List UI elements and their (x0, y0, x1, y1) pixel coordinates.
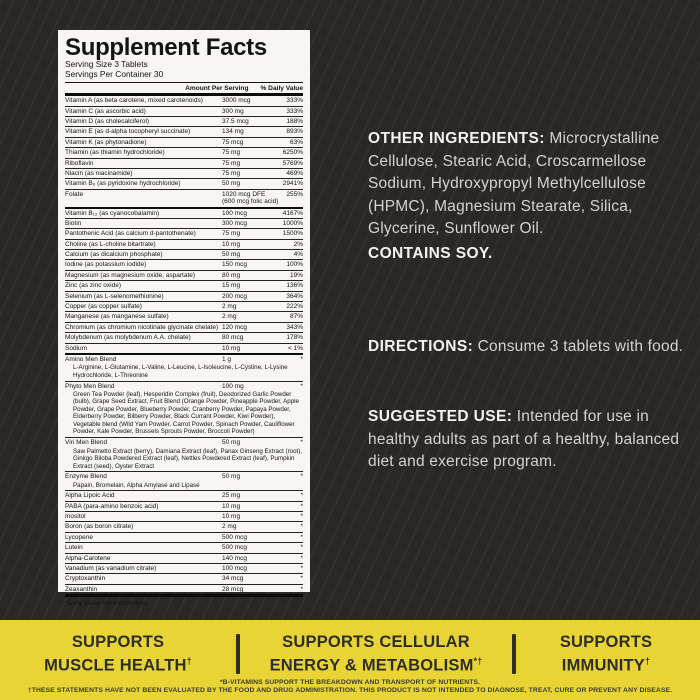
nutrient-row (65, 573, 303, 583)
other-ingredients-text: Microcrystalline Cellulose, Stearic Acid, Croscarmellose Sodium, Hydroxypropyl Methylcellulose (HPMC), Magnesium Stearate, Silica, Glycerine, Sunflower Oil. (368, 130, 660, 237)
nutrient-row (65, 228, 303, 238)
nutrient-name: Enzyme Blend (65, 473, 107, 481)
nutrient-name: Vanadium (as vanadium citrate) (65, 565, 157, 573)
nutrient-name: Biotin (65, 219, 82, 227)
nutrient-row (65, 218, 303, 228)
nutrient-amount: 80 mcg (222, 334, 244, 342)
nutrient-daily-value: 333% (286, 107, 303, 115)
benefit-line: IMMUNITY (561, 656, 645, 675)
footnote-marker: *† (473, 655, 483, 666)
nutrient-amount: 50 mg (222, 439, 241, 447)
nutrient-daily-value: * (300, 533, 303, 541)
nutrient-name: Vitamin B₁₂ (as cyanocobalamin) (65, 209, 160, 217)
nutrient-name: Molybdenum (as molybdenum A.A. chelate) (65, 334, 191, 342)
nutrient-name: Viri Men Blend (65, 439, 108, 447)
nutrient-amount: 28 mcg (222, 585, 244, 593)
nutrient-daily-value: * (300, 585, 303, 593)
nutrient-name: Vitamin E (as d-alpha tocopheryl succinate) (65, 128, 191, 136)
banner-fineprint (0, 679, 700, 696)
nutrient-name: Copper (as copper sulfate) (65, 303, 142, 311)
nutrient-row (65, 381, 303, 438)
nutrient-amount: 34 mcg (222, 575, 244, 583)
nutrient-amount: 25 mg (222, 492, 241, 500)
nutrient-row (65, 137, 303, 147)
nutrient-daily-value: 4167% (282, 209, 303, 217)
nutrient-amount: 2 mg (222, 523, 237, 531)
nutrient-daily-value: < 1% (288, 344, 303, 352)
suggested-use-block (368, 406, 696, 474)
directions-label: DIRECTIONS: (368, 338, 474, 355)
nutrient-amount: 100 mg (222, 382, 244, 390)
table-column-headers (65, 82, 303, 97)
nutrient-amount: 10 mg (222, 513, 241, 521)
nutrient-name: Vitamin B₆ (as pyridoxine hydrochloride) (65, 180, 181, 188)
nutrient-daily-value: * (300, 439, 303, 447)
nutrient-amount: 3000 mcg (222, 97, 251, 105)
benefit-muscle-health (0, 633, 236, 675)
nutrient-name: Sodium (65, 344, 88, 352)
benefit-cellular-energy (240, 633, 512, 675)
nutrient-amount: 10 mg (222, 344, 241, 352)
footnote-marker: † (644, 655, 651, 666)
nutrient-name: Phyto Men Blend (65, 382, 115, 390)
nutrient-amount: 300 mcg (222, 219, 247, 227)
nutrient-name: Vitamin A (as beta carotene, mixed carotenoids) (65, 97, 203, 105)
nutrient-amount: 75 mg (222, 169, 241, 177)
nutrient-name: Calcium (as dicalcium phosphate) (65, 251, 163, 259)
nutrient-amount: 500 mcg (222, 544, 247, 552)
nutrient-daily-value: * (300, 554, 303, 562)
nutrient-daily-value: 893% (286, 128, 303, 136)
suggested-use-text: Intended for use in healthy adults as part of a healthy, balanced diet and exercise program. (368, 408, 680, 470)
nutrient-daily-value: 1500% (282, 230, 303, 238)
suggested-use-label: SUGGESTED USE: (368, 408, 513, 425)
nutrient-amount: 75 mcg (222, 138, 244, 146)
contains-soy-text: CONTAINS SOY. (368, 245, 493, 262)
benefits-columns (0, 630, 700, 678)
nutrient-daily-value: 2941% (282, 180, 303, 188)
nutrient-daily-value: * (300, 565, 303, 573)
nutrient-name: Lycopene (65, 533, 93, 541)
nutrient-amount: 100 mcg (222, 209, 247, 217)
blend-ingredients: Green Tea Powder (leaf), Hesperidin Complex (fruit), Deodorized Garlic Powder (bulb), Grape Seed Extract, Fruit Blend (Orange Powder, Pineapple Powder, Apple Powder, Grape Powder, Blueberry Powder, Cranberry Powder, Papaya Powder, Elderberry Powder, Bilberry Powder, Black Currant Powder, Kiwi Powder), Vegetable blend (Wild Yam Powder, Carrot Powder, Spinach Powder, Cauliflower Powder, Kale Powder, Brussels Sprouts Powder, Broccoli Powder) (73, 390, 299, 436)
benefit-line: ENERGY & METABOLISM (269, 656, 474, 675)
serving-size: Serving Size 3 Tablets (65, 59, 148, 69)
nutrient-name: Pantothenic Acid (as calcium d-pantothenate) (65, 230, 196, 238)
nutrient-row (65, 501, 303, 511)
nutrient-rows (65, 96, 303, 597)
nutrient-daily-value: 333% (286, 97, 303, 105)
nutrient-row (65, 353, 303, 381)
blend-ingredients: Papain, Bromelain, Alpha Amylase and Lipase (73, 481, 200, 489)
benefit-line: MUSCLE HEALTH (44, 656, 187, 675)
blend-ingredients: L-Arginine, L-Glutamine, L-Valine, L-Leucine, L-Isoleucine, L-Cystine, L-Lysine Hydrochloride, L-Threonine (73, 364, 288, 379)
nutrient-name: Amino Men Blend (65, 355, 117, 363)
nutrient-name: Niacin (as niacinamide) (65, 169, 133, 177)
nutrient-row (65, 532, 303, 542)
nutrient-row (65, 311, 303, 321)
nutrient-row (65, 343, 303, 353)
nutrient-row (65, 207, 303, 218)
nutrient-daily-value: 6250% (282, 149, 303, 157)
nutrient-amount: 140 mcg (222, 554, 247, 562)
nutrient-name: Folate (65, 190, 84, 198)
nutrient-name: Iodine (as potassium iodide) (65, 261, 147, 269)
nutrient-amount: 500 mcg (222, 533, 247, 541)
nutrient-daily-value: * (300, 382, 303, 390)
supplement-facts-panel (58, 30, 310, 607)
nutrient-daily-value: * (300, 513, 303, 521)
nutrient-row (65, 584, 303, 594)
nutrient-daily-value: 136% (286, 282, 303, 290)
nutrient-amount: 10 mg (222, 502, 241, 510)
nutrient-name: PABA (para-amino benzoic acid) (65, 502, 159, 510)
nutrient-row (65, 126, 303, 136)
nutrient-amount: 150 mcg (222, 261, 247, 269)
blend-ingredients: Saw Palmetto Extract (berry), Damiana Extract (leaf), Panax Ginseng Extract (root), Ginkgo Biloba Powdered Extract (leaf), Nettles Powdered Extract (leaf), Pumpkin Extract (seed), Oyster Extract (73, 447, 303, 470)
nutrient-name: Riboflavin (65, 159, 94, 167)
nutrient-daily-value: 19% (289, 271, 303, 279)
nutrient-daily-value: 100% (286, 261, 303, 269)
nutrient-daily-value: 1000% (282, 219, 303, 227)
nutrient-row (65, 280, 303, 290)
nutrient-name: Inositol (65, 513, 86, 521)
nutrient-amount: 50 mg (222, 251, 241, 259)
fineprint-line-2: †THESE STATEMENTS HAVE NOT BEEN EVALUATED BY THE FOOD AND DRUG ADMINISTRATION. THIS PRODUCT IS NOT INTENDED TO DIAGNOSE, TREAT, CURE OR PREVENT ANY DISEASE. (27, 687, 673, 695)
nutrient-daily-value: 5769% (282, 159, 303, 167)
benefit-line: SUPPORTS (71, 633, 165, 652)
nutrient-daily-value: 178% (286, 334, 303, 342)
nutrient-daily-value: * (300, 523, 303, 531)
nutrient-amount: 1 g (222, 355, 232, 363)
other-ingredients-block (368, 128, 696, 241)
nutrient-daily-value: 469% (286, 169, 303, 177)
nutrient-row (65, 189, 303, 207)
nutrient-name: Lutein (65, 544, 83, 552)
nutrient-name: Alpha-Carotene (65, 554, 111, 562)
nutrient-name: Alpha Lipoic Acid (65, 492, 115, 500)
nutrient-row (65, 332, 303, 342)
daily-value-footnote: *Daily Value not established. (65, 599, 149, 607)
nutrient-name: Boron (as boron citrate) (65, 523, 134, 531)
nutrient-daily-value: * (300, 492, 303, 500)
nutrient-amount: 80 mg (222, 271, 241, 279)
nutrient-row (65, 563, 303, 573)
column-header-amount: Amount Per Serving (185, 84, 249, 92)
nutrient-row (65, 116, 303, 126)
nutrient-row (65, 553, 303, 563)
nutrient-name: Vitamin K (as phytonadione) (65, 138, 147, 146)
nutrient-row (65, 471, 303, 490)
nutrient-amount: 100 mcg (222, 565, 247, 573)
nutrient-name: Choline (as L-choline bitartrate) (65, 240, 156, 248)
nutrient-row (65, 178, 303, 188)
nutrient-daily-value: 255% (286, 190, 303, 198)
nutrient-name: Magnesium (as magnesium oxide, aspartate) (65, 271, 196, 279)
nutrient-amount: 50 mg (222, 473, 241, 481)
nutrient-row (65, 147, 303, 157)
directions-block (368, 336, 696, 359)
nutrient-amount: 75 mg (222, 230, 241, 238)
nutrient-row (65, 542, 303, 552)
column-header-daily-value: % Daily Value (260, 84, 303, 92)
nutrient-name: Zinc (as zinc oxide) (65, 282, 121, 290)
nutrient-row (65, 511, 303, 521)
nutrient-daily-value: * (300, 544, 303, 552)
nutrient-amount: 120 mcg (222, 323, 247, 331)
nutrient-row (65, 239, 303, 249)
nutrient-row (65, 301, 303, 311)
nutrient-name: Vitamin D (as cholecalciferol) (65, 117, 150, 125)
nutrient-name: Cryptoxanthin (65, 575, 106, 583)
nutrient-daily-value: 63% (289, 138, 303, 146)
nutrient-row (65, 490, 303, 500)
benefit-line: SUPPORTS (559, 633, 653, 652)
nutrient-daily-value: * (300, 502, 303, 510)
nutrient-amount: 300 mg (222, 107, 244, 115)
nutrient-daily-value: * (300, 473, 303, 481)
directions-text: Consume 3 tablets with food. (473, 338, 684, 355)
nutrient-amount: 75 mg (222, 159, 241, 167)
nutrient-row (65, 106, 303, 116)
nutrient-daily-value: 343% (286, 323, 303, 331)
nutrient-amount: 200 mcg (222, 292, 247, 300)
nutrient-amount: 1020 mcg DFE (600 mcg folic acid) (222, 190, 279, 206)
nutrient-amount: 10 mg (222, 240, 241, 248)
nutrient-row (65, 249, 303, 259)
other-ingredients-label: OTHER INGREDIENTS: (368, 130, 545, 147)
benefit-line: SUPPORTS CELLULAR (282, 633, 470, 652)
servings-per-container: Servings Per Container 30 (65, 68, 164, 79)
nutrient-daily-value: * (300, 355, 303, 363)
nutrient-row (65, 259, 303, 269)
nutrient-amount: 15 mg (222, 282, 241, 290)
nutrient-name: Chromium (as chromium nicotinate glycinate chelate) (65, 323, 219, 331)
footnote-marker: † (186, 655, 192, 666)
nutrient-daily-value: 222% (286, 303, 303, 311)
benefit-immunity (516, 633, 696, 675)
nutrient-amount: 50 mg (222, 180, 241, 188)
nutrient-amount: 2 mg (222, 313, 237, 321)
nutrient-daily-value: * (300, 575, 303, 583)
nutrient-row (65, 437, 303, 471)
supplement-facts-title: Supplement Facts (65, 34, 267, 61)
nutrient-name: Thiamin (as thiamin hydrochloride) (65, 149, 165, 157)
nutrient-daily-value: 188% (286, 117, 303, 125)
nutrient-daily-value: 4% (293, 251, 303, 259)
nutrient-row (65, 96, 303, 105)
nutrient-daily-value: 364% (286, 292, 303, 300)
nutrient-name: Manganese (as manganese sulfate) (65, 313, 169, 321)
nutrient-row (65, 291, 303, 301)
nutrient-daily-value: 2% (293, 240, 303, 248)
nutrient-daily-value: 87% (289, 313, 303, 321)
fineprint-line-1: *B-VITAMINS SUPPORT THE BREAKDOWN AND TRANSPORT OF NUTRIENTS. (219, 678, 481, 686)
nutrient-row (65, 270, 303, 280)
nutrient-row (65, 168, 303, 178)
nutrient-name: Vitamin C (as ascorbic acid) (65, 107, 146, 115)
nutrient-name: Selenium (as L-selenomethionine) (65, 292, 164, 300)
nutrient-amount: 134 mg (222, 128, 244, 136)
nutrient-row (65, 158, 303, 168)
nutrient-amount: 2 mg (222, 303, 237, 311)
nutrient-name: Zeaxanthin (65, 585, 98, 593)
nutrient-amount: 75 mg (222, 149, 241, 157)
nutrient-row (65, 322, 303, 332)
benefits-banner (0, 620, 700, 700)
nutrient-row (65, 521, 303, 531)
nutrient-amount: 37.5 mcg (222, 117, 249, 125)
